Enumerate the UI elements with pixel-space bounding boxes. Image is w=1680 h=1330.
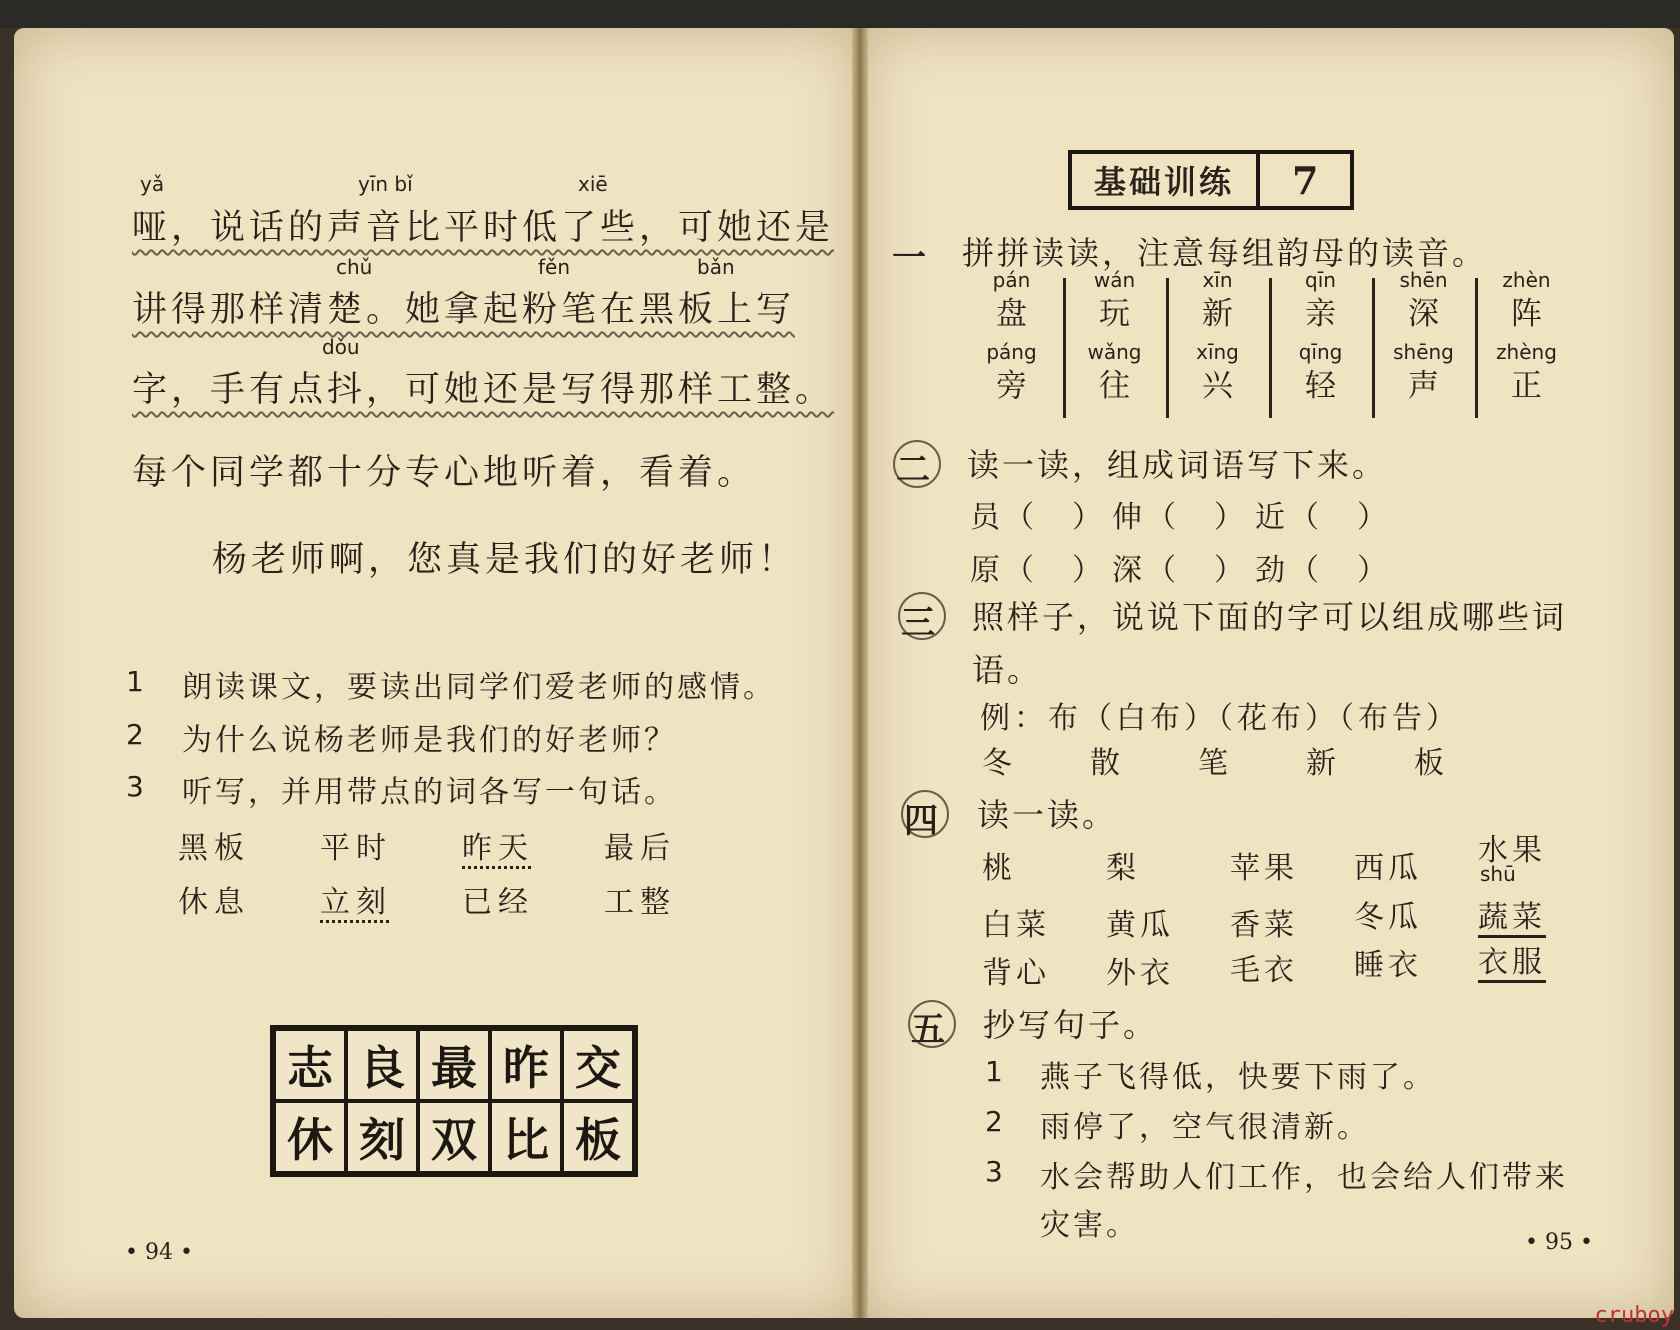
example-text: 例：布（白布）（花布）（布告） xyxy=(980,701,1460,736)
vocab-word: 最后 xyxy=(604,831,676,866)
question-text: 朗读课文，要读出同学们爱老师的感情。 xyxy=(182,670,776,705)
section-marker: 一 xyxy=(892,238,926,278)
section-marker: 五 xyxy=(911,1010,945,1050)
pinyin-pair xyxy=(1166,268,1269,423)
pinyin-bottom: páng xyxy=(986,340,1037,364)
pinyin-table xyxy=(960,268,1580,423)
grid-character: 板 xyxy=(562,1101,634,1173)
fill-blank: 深（ ） xyxy=(1112,553,1248,588)
page-number: • 95 • xyxy=(1525,1230,1593,1255)
page-number: • 94 • xyxy=(125,1240,193,1265)
grid-character: 交 xyxy=(562,1029,634,1101)
lesson-text-line: 哑，说话的声音比平时低了些，可她还是 xyxy=(132,208,835,248)
exercise-title-box xyxy=(1068,150,1354,210)
compose-char: 散 xyxy=(1090,746,1124,781)
read-word: 背心 xyxy=(982,956,1050,991)
pinyin-annotation: xiē xyxy=(578,172,608,196)
compose-char: 新 xyxy=(1306,746,1340,781)
section-marker: 二 xyxy=(896,450,930,490)
pinyin-top: shēn xyxy=(1399,268,1448,292)
column-divider xyxy=(1063,278,1066,418)
question-number: 3 xyxy=(126,770,144,803)
pinyin-pair xyxy=(1269,268,1372,423)
section-instruction: 抄写句子。 xyxy=(983,1006,1159,1044)
pinyin-top: wán xyxy=(1093,268,1136,292)
char-top: 新 xyxy=(1202,296,1233,332)
column-divider xyxy=(1372,278,1375,418)
vocab-word: 黑板 xyxy=(178,831,250,866)
fill-blank: 劲（ ） xyxy=(1255,553,1391,588)
pinyin-pair xyxy=(960,268,1063,423)
pinyin-top: zhèn xyxy=(1502,268,1551,292)
vocab-word: 休息 xyxy=(178,885,250,920)
watermark: cruboy xyxy=(1594,1303,1674,1328)
section-instruction: 拼拼读读，注意每组韵母的读音。 xyxy=(962,234,1488,272)
pinyin-bottom: zhèng xyxy=(1496,340,1557,364)
read-word: 衣服 xyxy=(1478,945,1546,980)
char-top: 深 xyxy=(1408,296,1439,332)
read-word: 睡衣 xyxy=(1354,948,1422,983)
read-word: 桃 xyxy=(982,851,1016,886)
pinyin-annotation: chǔ xyxy=(336,255,373,279)
section-instruction: 照样子，说说下面的字可以组成哪些词 xyxy=(972,598,1568,636)
sentence-text: 水会帮助人们工作，也会给人们带来 xyxy=(1040,1160,1568,1195)
pinyin-bottom: qīng xyxy=(1298,340,1343,364)
fill-blank: 近（ ） xyxy=(1255,500,1391,535)
grid-character: 双 xyxy=(418,1101,490,1173)
pinyin-pair xyxy=(1372,268,1475,423)
read-word: 白菜 xyxy=(982,908,1050,943)
char-bottom: 兴 xyxy=(1202,368,1233,404)
compose-char: 笔 xyxy=(1198,746,1232,781)
lesson-text-line: 字，手有点抖，可她还是写得那样工整。 xyxy=(132,370,835,410)
column-divider xyxy=(1475,278,1478,418)
fill-blank: 伸（ ） xyxy=(1112,500,1248,535)
read-word: 苹果 xyxy=(1230,851,1298,886)
section-instruction: 读一读，组成词语写下来。 xyxy=(967,446,1388,484)
question-number: 1 xyxy=(126,665,144,698)
char-bottom: 声 xyxy=(1408,368,1439,404)
pinyin-pair xyxy=(1475,268,1578,423)
sentence-text: 雨停了，空气很清新。 xyxy=(1040,1110,1370,1145)
pinyin-bottom: wǎng xyxy=(1087,340,1142,364)
read-word: 水果 xyxy=(1478,833,1546,868)
section-instruction: 读一读。 xyxy=(977,796,1118,834)
read-word: 蔬菜 xyxy=(1478,900,1546,935)
read-word: 梨 xyxy=(1106,851,1140,886)
pinyin-annotation: shū xyxy=(1480,862,1516,886)
column-divider xyxy=(1269,278,1272,418)
grid-character: 志 xyxy=(274,1029,346,1101)
character-grid xyxy=(270,1025,638,1177)
scan-background xyxy=(0,0,1680,28)
fill-blank: 原（ ） xyxy=(970,553,1106,588)
pinyin-annotation: bǎn xyxy=(697,255,735,279)
question-number: 2 xyxy=(126,718,144,751)
read-word: 冬瓜 xyxy=(1354,900,1422,935)
pinyin-bottom: shēng xyxy=(1393,340,1454,364)
pinyin-top: xīn xyxy=(1202,268,1233,292)
char-bottom: 轻 xyxy=(1305,368,1336,404)
char-top: 玩 xyxy=(1099,296,1130,332)
read-word: 外衣 xyxy=(1106,956,1174,991)
pinyin-annotation: yǎ xyxy=(140,172,165,196)
pinyin-pair xyxy=(1063,268,1166,423)
fill-blank: 员（ ） xyxy=(970,500,1106,535)
vocab-word: 昨天 xyxy=(462,831,534,866)
char-bottom: 旁 xyxy=(996,368,1027,404)
section-marker: 三 xyxy=(901,603,935,643)
read-word: 黄瓜 xyxy=(1106,908,1174,943)
grid-character: 休 xyxy=(274,1101,346,1173)
question-text: 为什么说杨老师是我们的好老师？ xyxy=(182,723,677,758)
exercise-title: 基础训练 xyxy=(1094,163,1235,201)
pinyin-top: qīn xyxy=(1305,268,1336,292)
grid-character: 良 xyxy=(346,1029,418,1101)
sentence-text-continued: 灾害。 xyxy=(1040,1208,1139,1243)
sentence-number: 1 xyxy=(985,1055,1003,1088)
grid-character: 最 xyxy=(418,1029,490,1101)
read-word: 毛衣 xyxy=(1230,953,1298,988)
lesson-text-line: 每个同学都十分专心地听着，看着。 xyxy=(132,453,757,493)
char-top: 盘 xyxy=(996,296,1027,332)
sentence-text: 燕子飞得低，快要下雨了。 xyxy=(1040,1060,1436,1095)
read-word: 香菜 xyxy=(1230,908,1298,943)
column-divider xyxy=(1166,278,1169,418)
exercise-number: 7 xyxy=(1256,154,1350,206)
pinyin-annotation: fěn xyxy=(538,255,571,279)
section-instruction-continued: 语。 xyxy=(972,651,1043,689)
compose-char: 冬 xyxy=(982,746,1016,781)
sentence-number: 3 xyxy=(985,1155,1003,1188)
char-top: 阵 xyxy=(1511,296,1542,332)
pinyin-bottom: xīng xyxy=(1196,340,1239,364)
lesson-text-line: 讲得那样清楚。她拿起粉笔在黑板上写 xyxy=(132,290,796,330)
pinyin-annotation: dǒu xyxy=(322,335,360,359)
char-top: 亲 xyxy=(1305,296,1336,332)
section-marker: 四 xyxy=(904,801,938,841)
vocab-word: 已经 xyxy=(462,885,534,920)
read-word: 西瓜 xyxy=(1354,851,1422,886)
book-gutter xyxy=(852,28,868,1318)
vocab-word: 工整 xyxy=(604,885,676,920)
vocab-word: 立刻 xyxy=(320,885,392,920)
pinyin-top: pán xyxy=(992,268,1031,292)
vocab-word: 平时 xyxy=(320,831,392,866)
grid-character: 比 xyxy=(490,1101,562,1173)
compose-char: 板 xyxy=(1414,746,1448,781)
pinyin-annotation: yīn bǐ xyxy=(358,172,413,196)
sentence-number: 2 xyxy=(985,1105,1003,1138)
grid-character: 刻 xyxy=(346,1101,418,1173)
char-bottom: 往 xyxy=(1099,368,1130,404)
char-bottom: 正 xyxy=(1511,368,1542,404)
closing-sentence: 杨老师啊，您真是我们的好老师！ xyxy=(212,540,798,580)
question-text: 听写，并用带点的词各写一句话。 xyxy=(182,775,677,810)
grid-character: 昨 xyxy=(490,1029,562,1101)
